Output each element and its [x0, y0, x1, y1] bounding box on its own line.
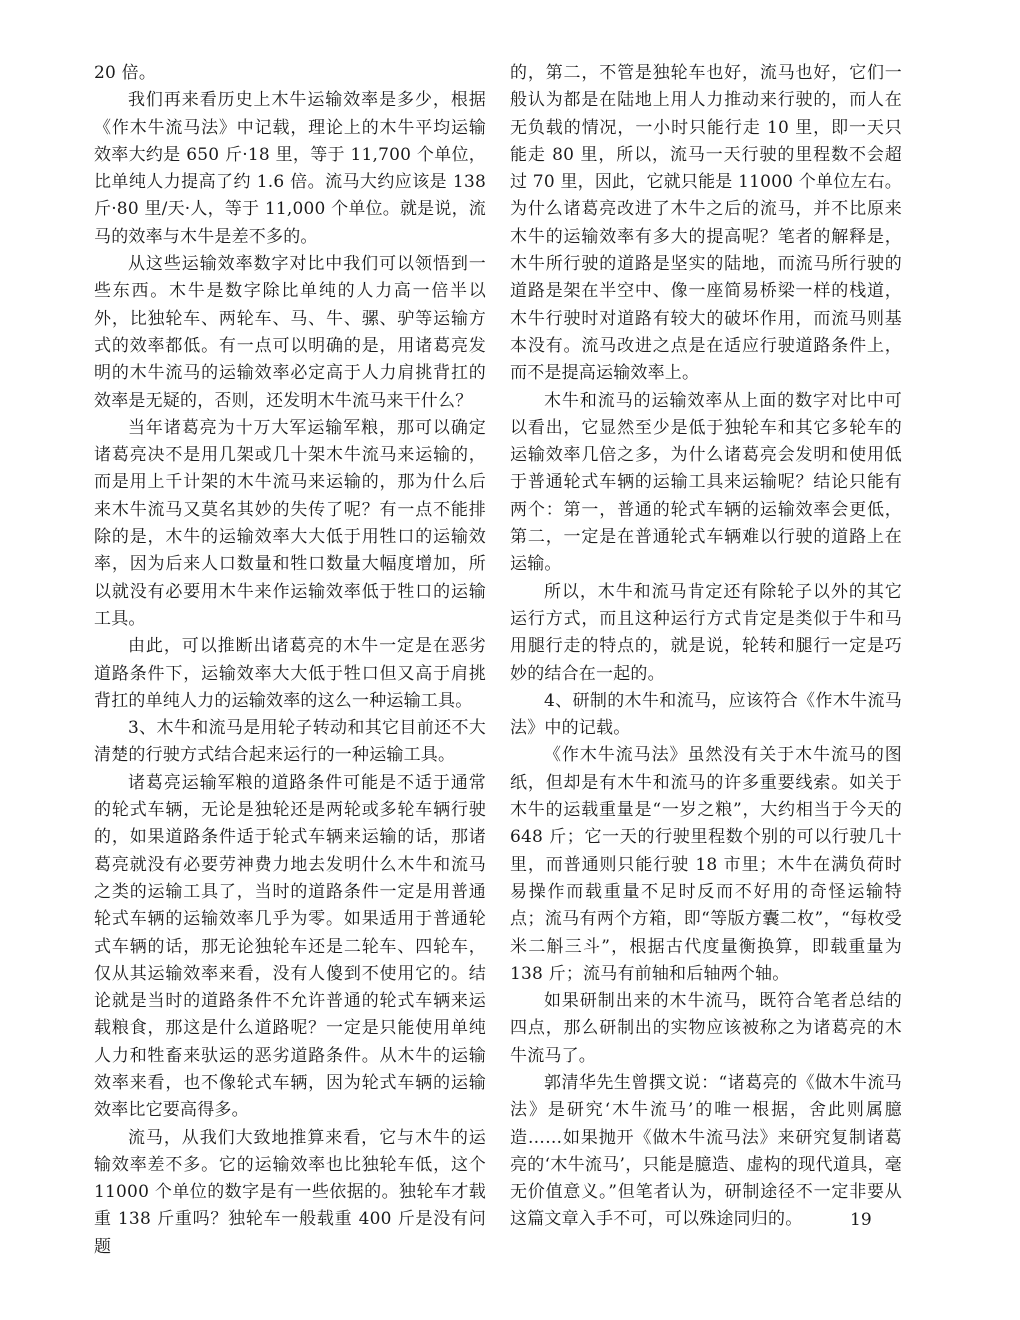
paragraph: 的，第二，不管是独轮车也好，流马也好，它们一般认为都是在陆地上用人力推动来行驶的，而人在无负载的情况，一小时只能行走 10 里，即一天只能走 80 里，所以，流马一天行驶的里程数不会超过 70 里，因此，它就只能是 11000 个单位左右。为什么诸葛亮改进了木牛之后的流马，并不比原来木牛的运输效率有多大的提高呢？笔者的解释是，木牛所行驶的道路是坚实的陆地，而流马所行驶的道路是架在半空中、像一座简易桥梁一样的栈道，木牛行驶时对道路有较大的破坏作用，而流马则基本没有。流马改进之点是在适应行驶道路条件上，而不是提高运输效率上。 [510, 63, 902, 384]
right-column [510, 60, 902, 1234]
paragraph: 从这些运输效率数字对比中我们可以领悟到一些东西。木牛是数字除比单纯的人力高一倍半以外，比独轮车、两轮车、马、牛、骡、驴等运输方式的效率都低。有一点可以明确的是，用诸葛亮发明的木牛流马的运输效率必定高于人力肩挑背扛的效率是无疑的，否则，还发明木牛流马来干什么？ [94, 254, 486, 411]
paragraph: 由此，可以推断出诸葛亮的木牛一定是在恶劣道路条件下，运输效率大大低于牲口但又高于肩挑背扛的单纯人力的运输效率的这么一种运输工具。 [94, 636, 486, 711]
paragraph: 所以，木牛和流马肯定还有除轮子以外的其它运行方式，而且这种运行方式肯定是类似于牛和马用腿行走的特点的，就是说，轮转和腿行一定是巧妙的结合在一起的。 [510, 581, 902, 684]
paragraph: 诸葛亮运输军粮的道路条件可能是不适于通常的轮式车辆，无论是独轮还是两轮或多轮车辆行驶的，如果道路条件适于轮式车辆来运输的话，那诸葛亮就没有必要劳神费力地去发明什么木牛和流马之类的运输工具了，当时的道路条件一定是用普通轮式车辆的运输效率几乎为零。如果适用于普通轮式车辆的话，那无论独轮车还是二轮车、四轮车，仅从其运输效率来看，没有人傻到不使用它的。结论就是当时的道路条件不允许普通的轮式车辆来运载粮食，那这是什么道路呢？一定是只能使用单纯人力和牲畜来驮运的恶劣道路条件。从木牛的运输效率来看，也不像轮式车辆，因为轮式车辆的运输效率比它要高得多。 [94, 772, 486, 1121]
paragraph: 4、研制的木牛和流马，应该符合《作木牛流马法》中的记载。 [510, 690, 902, 739]
paragraph: 我们再来看历史上木牛运输效率是多少，根据《作木牛流马法》中记载，理论上的木牛平均运输效率大约是 650 斤·18 里，等于 11,700 个单位，比单纯人力提高了约 1.6 倍。流马大约应该是 138 斤·80 里/天·人，等于 11,000 个单位。就是说，流马的效率与木牛是差不多的。 [94, 90, 486, 247]
paragraph: 当年诸葛亮为十万大军运输军粮，那可以确定诸葛亮决不是用几架或几十架木牛流马来运输的，而是用上千计架的木牛流马来运输的，那为什么后来木牛流马又莫名其妙的失传了呢？有一点不能排除的是，木牛的运输效率大大低于用牲口的运输效率，因为后来人口数量和牲口数量大幅度增加，所以就没有必要用木牛来作运输效率低于牲口的运输工具。 [94, 417, 486, 629]
left-column [94, 60, 486, 1261]
paragraph: 20 倍。 [94, 63, 157, 83]
paragraph: 郭清华先生曾撰文说：“诸葛亮的《做木牛流马法》是研究‘木牛流马’的唯一根据，舍此则属臆造……如果抛开《做木牛流马法》来研究复制诸葛亮的‘木牛流马’，只能是臆造、虚构的现代道具，毫无价值意义。”但笔者认为，研制途径不一定非要从这篇文章入手不可，可以殊途同归的。 [510, 1072, 902, 1230]
paragraph: 如果研制出来的木牛流马，既符合笔者总结的四点，那么研制出的实物应该被称之为诸葛亮的木牛流马了。 [510, 991, 902, 1066]
paragraph: 3、木牛和流马是用轮子转动和其它目前还不大清楚的行驶方式结合起来运行的一种运输工具。 [94, 718, 486, 766]
paragraph: 木牛和流马的运输效率从上面的数字对比中可以看出，它显然至少是低于独轮车和其它多轮车的运输效率几倍之多，为什么诸葛亮会发明和使用低于普通轮式车辆的运输工具来运输呢？结论只能有两个：第一，普通的轮式车辆的运输效率会更低，第二，一定是在普通轮式车辆难以行驶的道路上在运输。 [510, 390, 902, 575]
page-number: 19 [850, 1210, 872, 1230]
paragraph: 流马，从我们大致地推算来看，它与木牛的运输效率差不多。它的运输效率也比独轮车低，这个 11000 个单位的数字是有一些依据的。独轮车才载重 138 斤重吗？独轮车一般载重 400 斤是没有问题 [94, 1127, 486, 1257]
paragraph: 《作木牛流马法》虽然没有关于木牛流马的图纸，但却是有木牛和流马的许多重要线索。如关于木牛的运载重量是“一岁之粮”，大约相当于今天的 648 斤；它一天的行驶里程数个别的可以行驶几十里，而普通则只能行驶 18 市里；木牛在满负荷时易操作而载重量不足时反而不好用的奇怪运输特点；流马有两个方箱，即“等版方囊二枚”，“每枚受米二斛三斗”，根据古代度量衡换算，即载重量为 138 斤；流马有前轴和后轴两个轴。 [510, 745, 902, 984]
